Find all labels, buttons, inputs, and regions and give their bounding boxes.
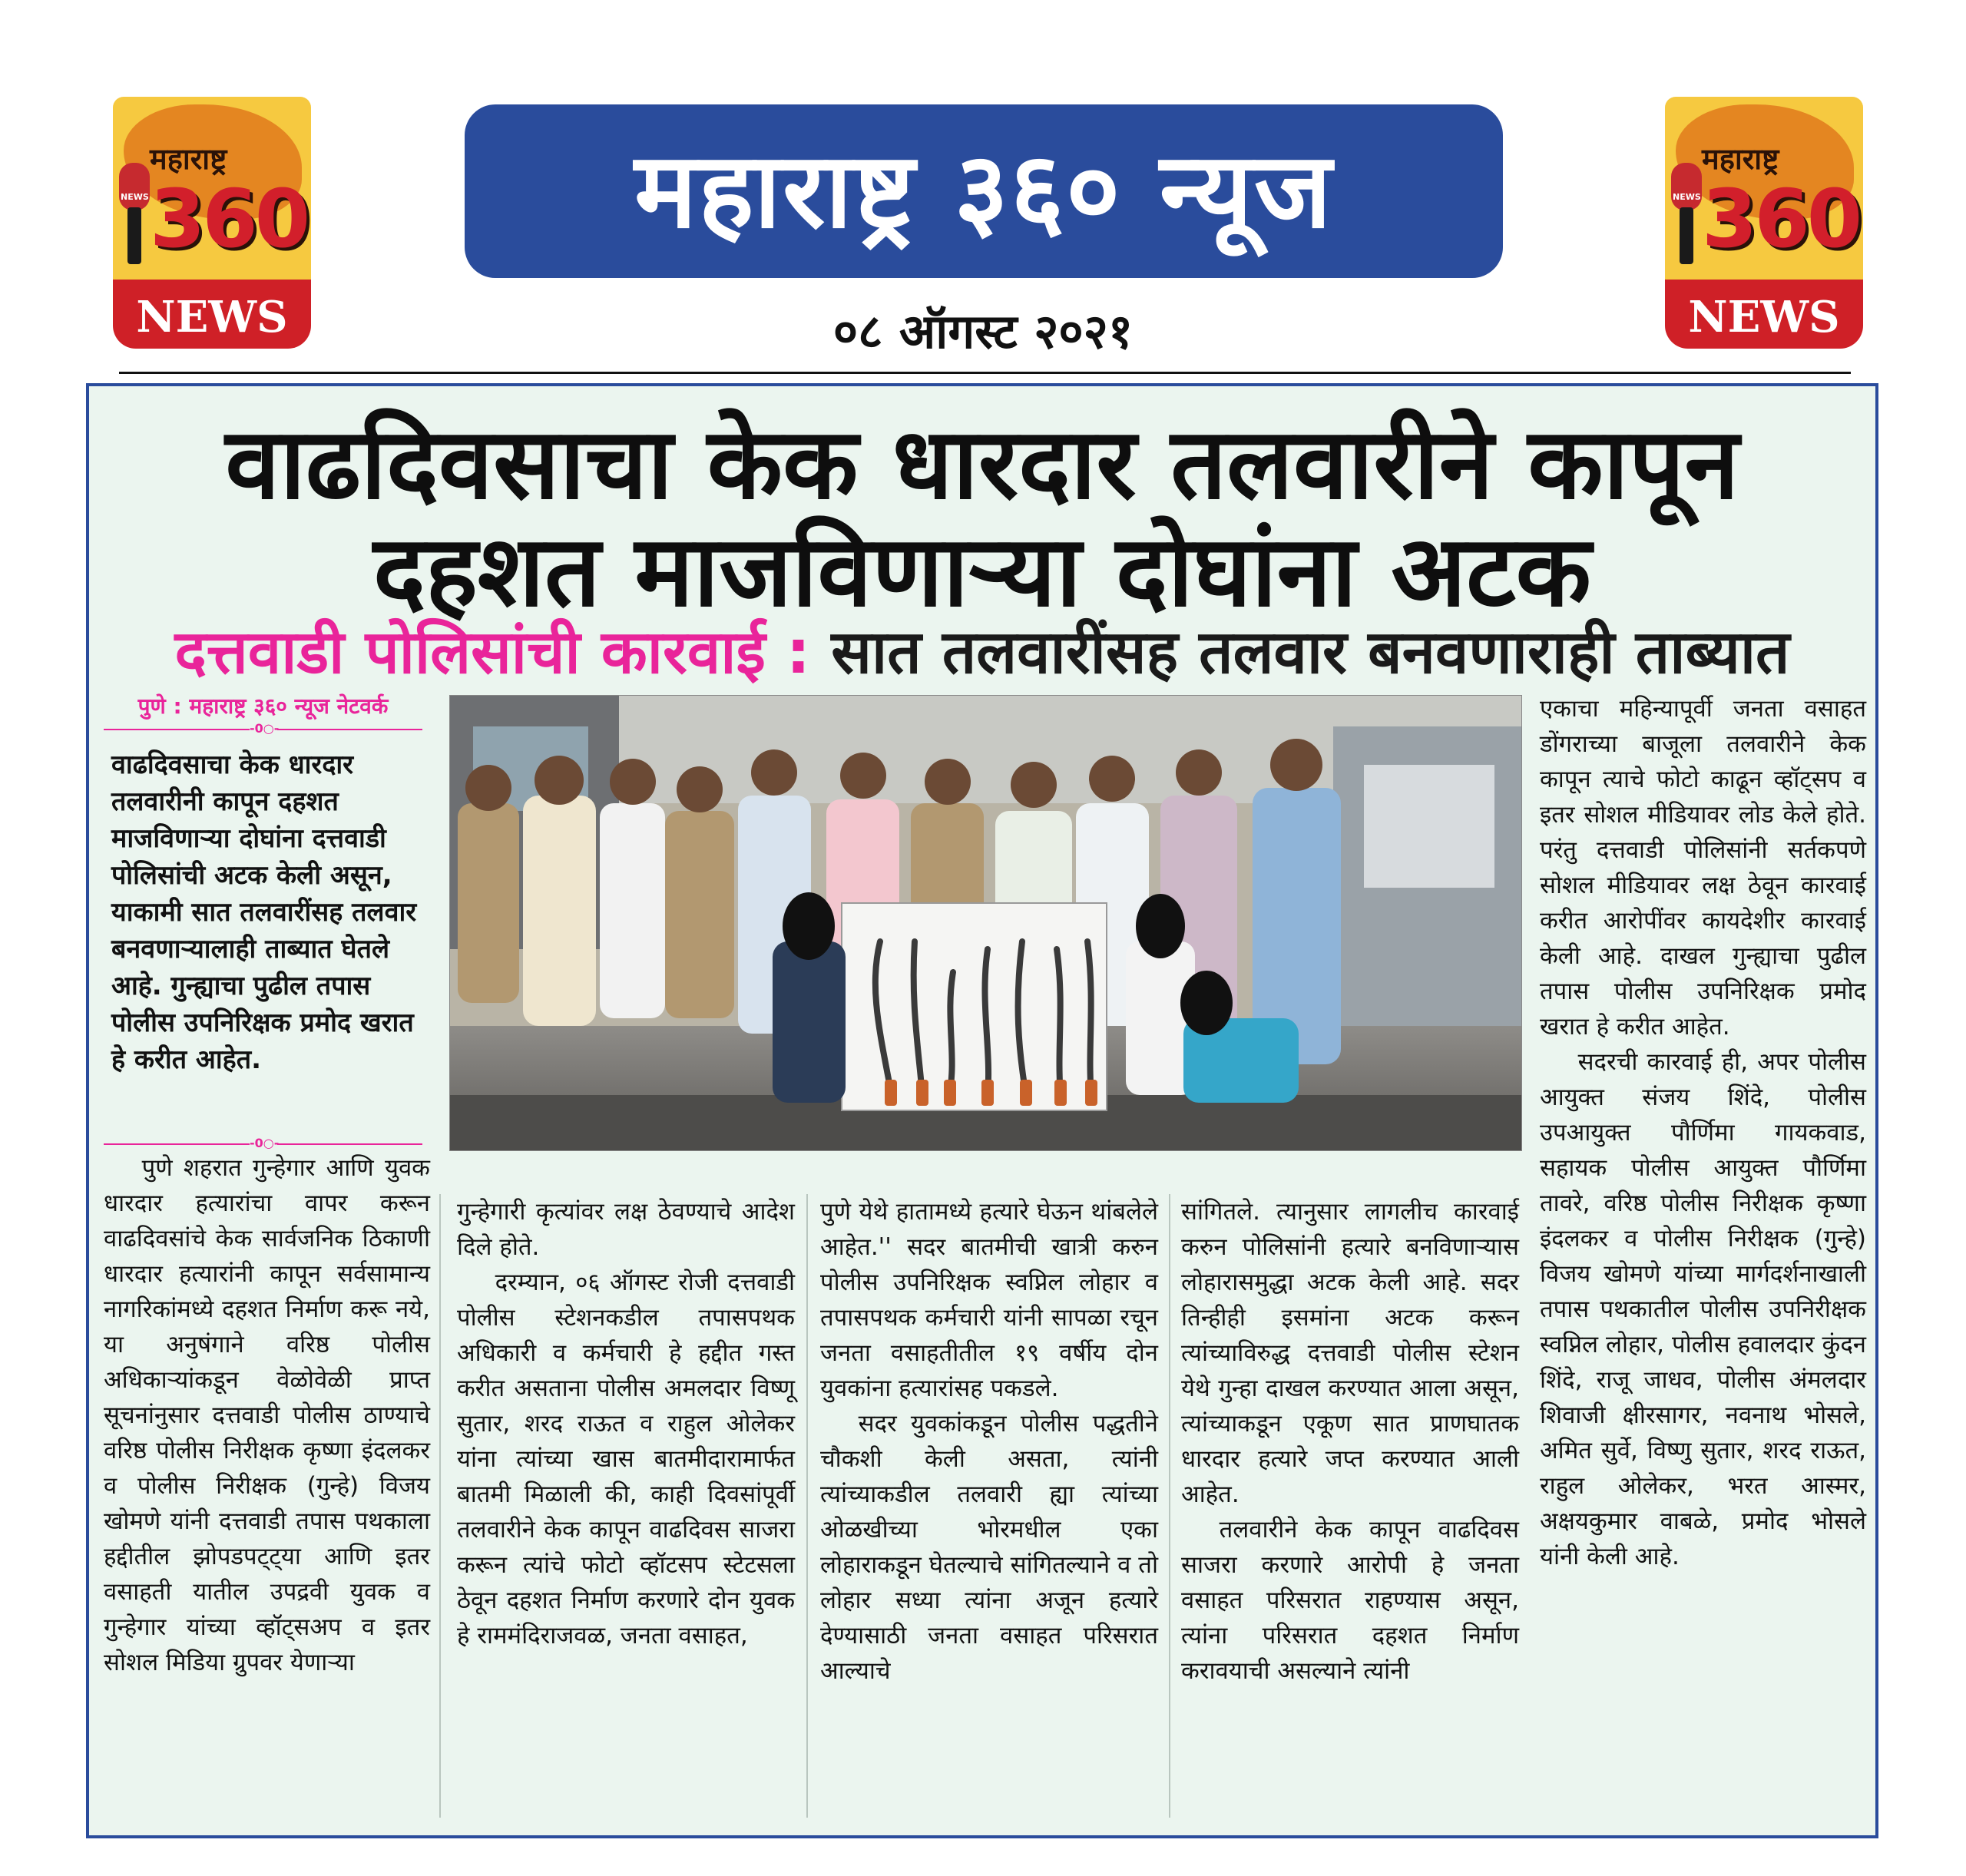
logo-mic-label: NEWS <box>1673 192 1701 202</box>
ornament-divider: -0○- <box>104 1137 422 1152</box>
column-rule <box>806 1194 808 1818</box>
logo-mic-label: NEWS <box>121 192 149 202</box>
logo-left <box>113 97 311 349</box>
logo-title: महाराष्ट्र <box>1702 141 1779 176</box>
subheadline-text: सात तलवारींसह तलवार बनवणाराही ताब्यात <box>831 618 1790 687</box>
paragraph: एकाचा महिन्यापूर्वी जनता वसाहत डोंगराच्या बाजूला तलवारीने केक कापून त्याचे फोटो काढून व्हॉट्सप व इतर सोशल मीडियावर लोड केले होते. परंतु दत्तवाडी पोलिसांनी सर्तकपणे सोशल मीडियावर लक्ष ठेवून कारवाई करीत आरोपींवर कायदेशीर कारवाई केली आहे. दाखल गुन्ह्याचा पुढील तपास पोलीस उपनिरिक्षक प्रमोद खरात हे करीत आहेत. <box>1540 695 1866 1041</box>
logo-number: 360 <box>1702 172 1860 266</box>
logo-right <box>1665 97 1863 349</box>
paragraph: गुन्हेगारी कृत्यांवर लक्ष ठेवण्याचे आदेश दिले होते. <box>457 1198 795 1261</box>
article-column-3 <box>820 1194 1158 1689</box>
headline-line-2: दहशत माजविणाऱ्या दोघांना अटक <box>373 514 1591 629</box>
paragraph: दरम्यान, ०६ ऑगस्ट रोजी दत्तवाडी पोलीस स्टेशनकडील तपासपथक अधिकारी व कर्मचारी हे हद्दीत गस्त करीत असताना पोलीस अमलदार विष्णू सुतार, शरद राऊत व राहुल ओलेकर यांना त्यांच्या खास बातमीदारामार्फत बातमी मिळाली की, काही दिवसांपूर्वी तलवारीने केक कापून वाढदिवस साजरा करून त्यांचे फोटो व्हॉटसप स्टेटसला ठेवून दहशत निर्माण करणारे दोन युवक हे राममंदिराजवळ, जनता वसाहत, <box>457 1269 795 1649</box>
paragraph: सांगितले. त्यानुसार लागलीच कारवाई करुन पोलिसांनी हत्यारे बनविणाऱ्यास लोहारासमुद्धा अटक केली आहे. सदर तिन्हीही इसमांना अटक करून त्यांच्याविरुद्ध दत्तवाडी पोलीस स्टेशन येथे गुन्हा दाखल करण्यात आला असून, त्यांच्याकडून एकूण सात प्राणघातक धारदार हत्यारे जप्त करण्यात आली आहेत. <box>1181 1198 1519 1508</box>
publication-date: ०८ ऑगस्ट २०२१ <box>832 303 1134 359</box>
ornament-divider: -0○- <box>104 722 422 737</box>
paragraph: सदर युवकांकडून पोलीस पद्धतीने चौकशी केली असता, त्यांनी त्यांच्याकडील तलवारी ह्या त्यांच्या ओळखीच्या भोरमधील एका लोहाराकडून घेतल्याचे सांगितल्याने व तो लोहार सध्या त्यांना अजून हत्यारे देण्यासाठी जनता वसाहत परिसरात आल्याचे <box>820 1410 1158 1685</box>
column-rule <box>439 1194 441 1818</box>
subheadline <box>86 614 1878 691</box>
headline-line-1: वाढदिवसाचा केक धारदार तलवारीने कापून <box>225 407 1739 521</box>
logo-number: 360 <box>150 172 308 266</box>
dateline: पुणे : महाराष्ट्र ३६० न्यूज नेटवर्क <box>137 693 389 719</box>
paragraph: पुणे येथे हातामध्ये हत्यारे घेऊन थांबलेले आहेत.'' सदर बातमीची खात्री करुन पोलीस उपनिरिक्षक स्वप्निल लोहार व तपासपथक कर्मचारी यांनी सापळा रचून जनता वसाहतीतील १९ वर्षीय दोन युवकांना हत्यारांसह पकडले. <box>820 1198 1158 1402</box>
article-column-4 <box>1181 1194 1519 1689</box>
news-photo <box>449 695 1522 1151</box>
logo-news-text: NEWS <box>136 292 288 342</box>
paragraph: सदरची कारवाई ही, अपर पोलीस आयुक्त संजय शिंदे, पोलीस उपआयुक्त पौर्णिमा गायकवाड, सहायक पोलीस आयुक्त पौर्णिमा तावरे, वरिष्ठ पोलीस निरीक्षक कृष्णा इंदलकर व पोलीस निरीक्षक (गुन्हे) विजय खोमणे यांच्या मार्गदर्शनाखाली तपास पथकातील पोलीस उपनिरीक्षक स्वप्निल लोहार, पोलीस हवालदार कुंदन शिंदे, राजू जाधव, पोलीस अंमलदार शिवाजी क्षीरसागर, नवनाथ भोसले, अमित सुर्वे, विष्णु सुतार, शरद राऊत, राहुल ओलेकर, भरत आस्मर, अक्षयकुमार वाबळे, प्रमोद भोसले यांनी केली आहे. <box>1540 1048 1866 1570</box>
article-column-1 <box>104 1150 430 1680</box>
paragraph: तलवारीने केक कापून वाढदिवस साजरा करणारे आरोपी हे जनता वसाहत परिसरात राहण्यास असून, त्यांना परिसरात दहशत निर्माण करावयाची असल्याने त्यांनी <box>1181 1516 1519 1685</box>
logo-title: महाराष्ट्र <box>150 141 227 176</box>
masthead-title: महाराष्ट्र ३६० न्यूज <box>634 131 1333 252</box>
intro-summary: वाढदिवसाचा केक धारदार तलवारीनी कापून दहशत माजविणाऱ्या दोघांना दत्तवाडी पोलिसांची अटक केली असून, याकामी सात तलवारींसह तलवार बनवणाऱ्यालाही ताब्यात घेतले आहे. गुन्ह्याचा पुढील तपास पोलीस उपनिरिक्षक प्रमोद खरात हे करीत आहेत. <box>111 749 417 1075</box>
police-group-photo <box>450 696 1521 1150</box>
logo-news-text: NEWS <box>1688 292 1840 342</box>
paragraph: पुणे शहरात गुन्हेगार आणि युवक धारदार हत्यारांचा वापर करून वाढदिवसांचे केक सार्वजनिक ठिकाणी धारदार हत्यारांनी कापून सर्वसामान्य नागरिकांमध्ये दहशत निर्माण करू नये, या अनुषंगाने वरिष्ठ पोलीस अधिकाऱ्यांकडून वेळोवेळी प्राप्त सूचनांनुसार दत्तवाडी पोलीस ठाण्याचे वरिष्ठ पोलीस निरीक्षक कृष्णा इंदलकर व पोलीस निरीक्षक (गुन्हे) विजय खोमणे यांनी दत्तवाडी तपास पथकाला हद्दीतील झोपडपट्ट्या आणि इतर वसाहती यातील उपद्रवी युवक व गुन्हेगार यांच्या व्हॉट्सअप व इतर सोशल मिडिया ग्रुपवर येणाऱ्या <box>104 1154 430 1676</box>
article-column-5 <box>1540 691 1866 1574</box>
microphone-icon <box>1671 163 1702 263</box>
article-column-2 <box>457 1194 795 1653</box>
subheadline-kicker: दत्तवाडी पोलिसांची कारवाई : <box>174 618 811 687</box>
masthead-divider <box>119 372 1851 374</box>
microphone-icon <box>119 163 150 263</box>
column-rule <box>1169 1194 1170 1818</box>
